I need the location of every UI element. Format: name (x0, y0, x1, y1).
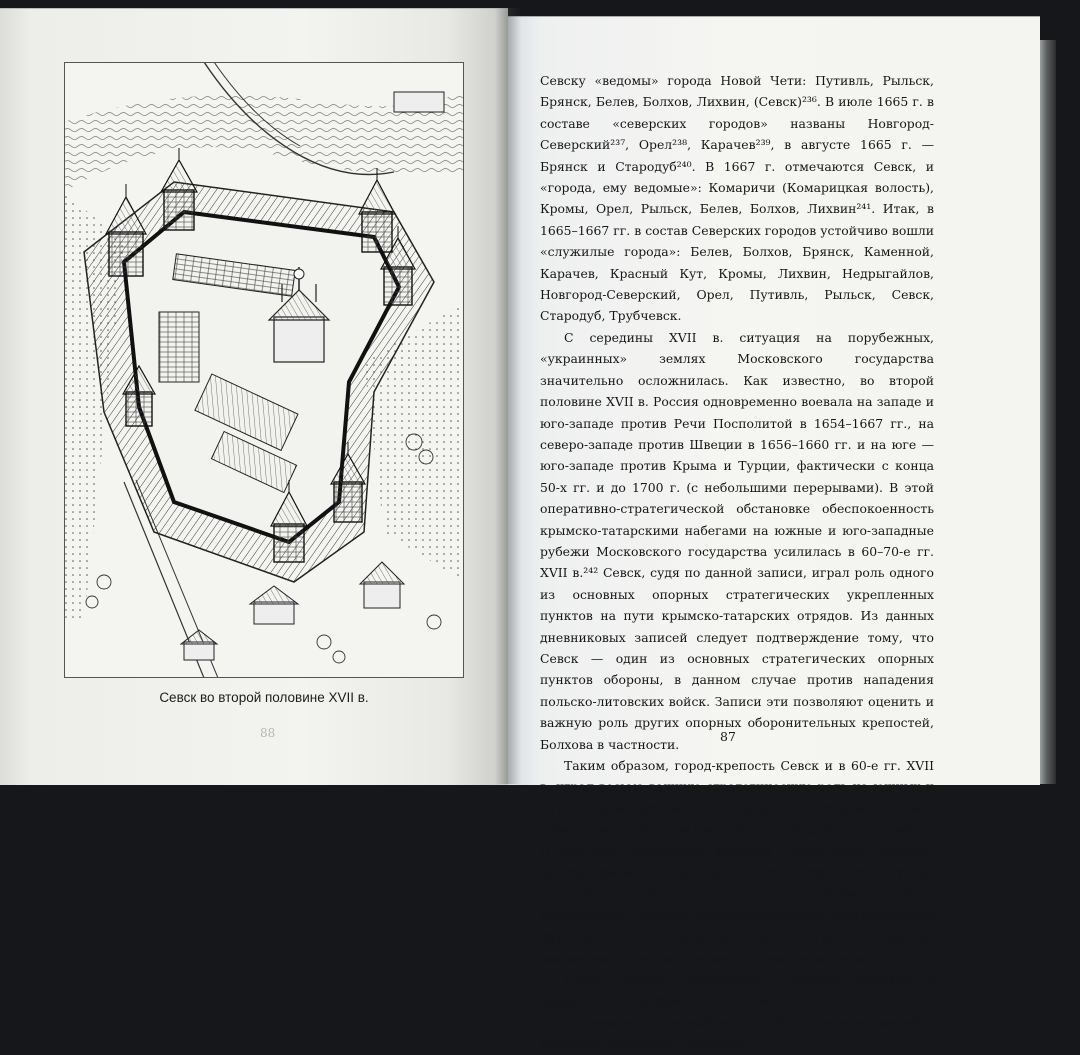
body-text (540, 70, 934, 1055)
illustration-caption: Севск во второй половине XVII в. (159, 690, 369, 705)
page-number: 87 (720, 729, 736, 744)
show-through-page-number: 88 (260, 726, 276, 740)
paragraph: Севску «ведомы» города Новой Чети: Путивль, Рыльск, Брянск, Белев, Болхов, Лихвин, (Севск)²³⁶. В июле 1665 г. в составе «северских городов» названы Новгород-Северский²³⁷, Орел²³⁸, Карачев²³⁹, в августе 1665 г. — Брянск и Стародуб²⁴⁰. В 1667 г. отмечаются Севск, и «города, ему ведомые»: Комаричи (Комарицкая волость), Кромы, Орел, Рыльск, Белев, Болхов, Лихвин²⁴¹. Итак, в 1665–1667 гг. в состав Северских городов устойчиво вошли «служилые города»: Белев, Болхов, Брянск, Каменной, Карачев, Красный Кут, Кромы, Лихвин, Недрыгайлов, Новгород-Северский, Орел, Путивль, Рыльск, Севск, Стародуб, Трубчевск. (540, 73, 934, 324)
book-gutter (495, 8, 521, 784)
paragraph: Таким образом, город-крепость Севск и в 60-е гг. XVII в. играл весьма важную стратегическую роль на южных и юго-западных рубежах и направлениях обороны России, едва ли меньшую, чем Смоленск на западных ее границах. И, как уже отмечалось, функции Севска были двойные: против крымско-татарской и польско-литовской угрозы. Через Болхов и Калугу этот город-крепость был связан со Смоленском. Таковые коммуникационные стратегические функции Болхова превращали и этот город в один из важнейших пунктов обороны России в этом регионе. (540, 758, 934, 966)
paragraph: С середины XVII в. ситуация на порубежных, «украинных» землях Московского государства значительно осложнилась. Как известно, во второй половине XVII в. Россия одновременно воевала на западе и юго-западе против Речи Посполитой в 1654–1667 гг., на северо-западе против Швеции в 1656–1660 гг. и на юге — юго-западе против Крыма и Турции, фактически с конца 50-х гг. и до 1700 г. (с небольшими перерывами). В этой оперативно-стратегической обстановке обеспокоенность крымско-татарскими набегами на южные и юго-западные рубежи Московского государства усилилась в 60–70-е гг. XVII в.²⁴² Севск, судя по данной записи, играл роль одного из основных опорных стратегических укрепленных пунктов на пути крымско-татарских отрядов. Из данных дневниковых записей следует подтверждение тому, что Севск — один из основных стратегических опорных пунктов обороны, в данном случае против нападения польско-литовских войск. Записи эти позволяют оценить и важную роль других опорных оборонительных крепостей, Болхова в частности. (540, 329, 934, 752)
paragraph: Самое раннее упоминание Севского разряда в официальных документах относится к 5 июня 1664 г., когда воеводе в Севский разряд было послано знамя²⁴³. Вручение разрядного знамени (540, 972, 934, 1052)
fortress-illustration (64, 62, 464, 678)
page-block-edge (1040, 40, 1056, 784)
